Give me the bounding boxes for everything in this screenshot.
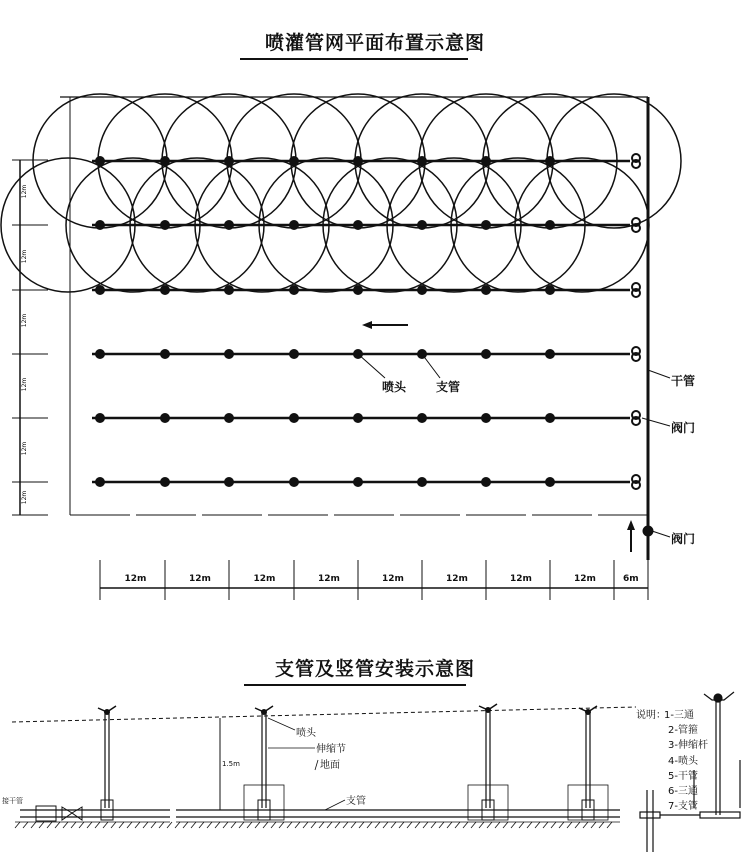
row-dim-label: 12m xyxy=(21,377,29,392)
ground-hatch-mark xyxy=(391,822,396,828)
ground-hatch-mark xyxy=(39,822,44,828)
sprinkler-head-hub xyxy=(586,710,591,715)
ground-hatch-mark xyxy=(127,822,132,828)
nozzle xyxy=(95,413,105,423)
nozzle xyxy=(224,413,234,423)
nozzle xyxy=(417,413,427,423)
nozzle xyxy=(545,477,555,487)
sprinkler-head-hub xyxy=(105,710,110,715)
ground-hatch-mark xyxy=(527,822,532,828)
col-dim-label: 12m xyxy=(318,574,340,584)
ground-hatch-mark xyxy=(335,822,340,828)
ground-hatch-mark xyxy=(543,822,548,828)
ground-hatch-mark xyxy=(407,822,412,828)
ground-hatch-mark xyxy=(351,822,356,828)
ground-hatch-mark xyxy=(175,822,180,828)
lateral-lines xyxy=(92,161,630,482)
ground-hatch-mark xyxy=(591,822,596,828)
legend-item: 5-干管 xyxy=(668,770,698,782)
leader-nozzle xyxy=(358,354,385,378)
leader-ground xyxy=(315,760,318,770)
nozzle xyxy=(353,413,363,423)
ground-hatch-mark xyxy=(319,822,324,828)
nozzle xyxy=(160,477,170,487)
ground-hatch-mark xyxy=(87,822,92,828)
ground-hatch-mark xyxy=(431,822,436,828)
install-title-underline xyxy=(244,684,466,686)
nozzle xyxy=(224,156,234,166)
nozzle xyxy=(160,156,170,166)
ground-hatch-mark xyxy=(495,822,500,828)
leader-valve1 xyxy=(642,418,670,426)
nozzle xyxy=(353,477,363,487)
leader-branch-pipe xyxy=(325,800,345,810)
nozzle xyxy=(417,156,427,166)
ground-hatch-mark xyxy=(463,822,468,828)
label-main-pipe: 接干管 xyxy=(2,797,23,805)
ground-hatch-mark xyxy=(455,822,460,828)
label-branch: 支管 xyxy=(436,380,461,394)
label-valve-1: 阀门 xyxy=(671,421,696,435)
flow-arrow-head xyxy=(362,321,372,329)
plan-diagram xyxy=(1,94,681,600)
nozzle xyxy=(224,285,234,295)
row-dim-label: 12m xyxy=(21,490,29,504)
inlet-fitting xyxy=(36,806,56,821)
nozzle xyxy=(481,413,491,423)
nozzle xyxy=(545,285,555,295)
nozzle xyxy=(289,413,299,423)
nozzle xyxy=(95,220,105,230)
leader-valve2 xyxy=(652,531,670,537)
nozzle xyxy=(95,285,105,295)
ground-hatch-mark xyxy=(231,822,236,828)
col-dim-label: 12m xyxy=(510,574,532,584)
col-dim-label: 12m xyxy=(124,574,147,584)
nozzle xyxy=(353,220,363,230)
nozzle xyxy=(224,220,234,230)
row-dim-label: 12m xyxy=(21,249,29,263)
ground-hatch-mark xyxy=(327,822,332,828)
inlet-valve xyxy=(62,807,72,820)
install-diagram xyxy=(12,692,740,852)
plan-title: 喷灌管网平面布置示意图 xyxy=(264,32,485,54)
label-ground: 地面 xyxy=(320,760,340,771)
nozzle xyxy=(353,156,363,166)
ground-hatch-mark xyxy=(199,822,204,828)
ground-hatch-mark xyxy=(279,822,284,828)
install-title: 支管及竖管安装示意图 xyxy=(274,658,475,680)
nozzle xyxy=(481,220,491,230)
ground-hatch-mark xyxy=(375,822,380,828)
label-height: 1.5m xyxy=(222,760,240,768)
ground-hatch-mark xyxy=(479,822,484,828)
ground-hatch-mark xyxy=(159,822,164,828)
nozzle xyxy=(289,477,299,487)
ground-hatch-mark xyxy=(471,822,476,828)
coverage-circles xyxy=(1,94,681,292)
ground-hatch-mark xyxy=(55,822,60,828)
col-dim-label: 12m xyxy=(382,574,404,584)
ground-hatch-mark xyxy=(287,822,292,828)
ground-hatch-mark xyxy=(383,822,388,828)
nozzle xyxy=(160,413,170,423)
ground-hatch-mark xyxy=(583,822,588,828)
nozzle xyxy=(545,220,555,230)
sprinkler-head-hub xyxy=(262,710,267,715)
nozzle xyxy=(160,349,170,359)
leader-branch xyxy=(422,354,440,378)
valves xyxy=(632,154,640,489)
ground-hatch-mark xyxy=(567,822,572,828)
nozzle xyxy=(417,477,427,487)
nozzle xyxy=(289,220,299,230)
ground-hatch-mark xyxy=(359,822,364,828)
col-dim-label: 6m xyxy=(623,574,639,584)
leader-install-nozzle xyxy=(268,718,295,730)
ground-hatch-mark xyxy=(111,822,116,828)
nozzle xyxy=(481,349,491,359)
ground-hatch-mark xyxy=(575,822,580,828)
row-dim-label: 12m xyxy=(21,441,29,456)
ground-hatch-mark xyxy=(135,822,140,828)
legend-item: 6-三通 xyxy=(668,786,698,797)
main-valve xyxy=(643,526,653,536)
ground-hatch-mark xyxy=(79,822,84,828)
ground-hatch-mark xyxy=(143,822,148,828)
ground-hatch-mark xyxy=(271,822,276,828)
ground-hatch-mark xyxy=(503,822,508,828)
ground-hatch xyxy=(15,822,620,828)
ground-hatch-mark xyxy=(367,822,372,828)
ground-hatch-mark xyxy=(247,822,252,828)
nozzle xyxy=(224,349,234,359)
ground-hatch-mark xyxy=(439,822,444,828)
row-dim-label: 12m xyxy=(21,184,29,198)
ground-hatch-mark xyxy=(239,822,244,828)
ground-hatch-mark xyxy=(295,822,300,828)
legend-item: 3-伸缩杆 xyxy=(668,740,708,752)
ground-hatch-mark xyxy=(151,822,156,828)
nozzle xyxy=(481,156,491,166)
ground-hatch-mark xyxy=(343,822,348,828)
label-valve-2: 阀门 xyxy=(671,532,696,546)
ground-hatch-mark xyxy=(223,822,228,828)
nozzle xyxy=(545,349,555,359)
legend-item: 2-管箍 xyxy=(668,725,698,737)
row-dim-label: 12m xyxy=(21,313,29,328)
valve-box xyxy=(468,785,508,820)
col-dim-label: 12m xyxy=(574,574,596,584)
nozzle xyxy=(481,285,491,295)
nozzle xyxy=(95,349,105,359)
sprinkler-head-hub xyxy=(486,708,491,713)
nozzle xyxy=(417,285,427,295)
ground-hatch-mark xyxy=(63,822,68,828)
label-branch-pipe: 支管 xyxy=(346,796,366,807)
ground-hatch-mark xyxy=(119,822,124,828)
ground-hatch-mark xyxy=(607,822,612,828)
ground-hatch-mark xyxy=(519,822,524,828)
nozzle xyxy=(289,156,299,166)
nozzles xyxy=(95,156,555,487)
ground-hatch-mark xyxy=(103,822,108,828)
nozzle xyxy=(545,413,555,423)
ground-hatch-mark xyxy=(167,822,172,828)
flow-arrow-main-head xyxy=(627,520,635,530)
col-dim-label: 12m xyxy=(253,574,276,584)
nozzle xyxy=(417,220,427,230)
ground-hatch-mark xyxy=(399,822,404,828)
nozzle xyxy=(289,349,299,359)
label-expansion: 伸缩节 xyxy=(316,744,346,755)
legend-item: 7-支管 xyxy=(668,801,698,813)
ground-hatch-mark xyxy=(183,822,188,828)
legend-item: 1-三通 xyxy=(664,710,694,721)
nozzle xyxy=(353,285,363,295)
ground-hatch-mark xyxy=(447,822,452,828)
ground-hatch-mark xyxy=(263,822,268,828)
ground-hatch-mark xyxy=(511,822,516,828)
nozzle xyxy=(289,285,299,295)
valve-box xyxy=(244,785,284,820)
nozzle xyxy=(95,477,105,487)
ground-hatch-mark xyxy=(23,822,28,828)
ground-hatch-mark xyxy=(47,822,52,828)
inlet-valve-2 xyxy=(72,807,82,820)
ground-hatch-mark xyxy=(303,822,308,828)
ground-hatch-mark xyxy=(599,822,604,828)
ground-hatch-mark xyxy=(559,822,564,828)
nozzle xyxy=(160,220,170,230)
ground-hatch-mark xyxy=(415,822,420,828)
ground-hatch-mark xyxy=(207,822,212,828)
ground-hatch-mark xyxy=(31,822,36,828)
nozzle xyxy=(481,477,491,487)
nozzle xyxy=(224,477,234,487)
label-nozzle: 喷头 xyxy=(382,380,407,394)
nozzle xyxy=(545,156,555,166)
ground-hatch-mark xyxy=(71,822,76,828)
ground-hatch-mark xyxy=(311,822,316,828)
col-dim-label: 12m xyxy=(446,574,468,584)
valve-box xyxy=(568,785,608,820)
ground-hatch-mark xyxy=(15,822,20,828)
ground-hatch-mark xyxy=(215,822,220,828)
ground-hatch-mark xyxy=(255,822,260,828)
nozzle xyxy=(95,156,105,166)
label-main: 干管 xyxy=(671,374,696,388)
leader-main xyxy=(648,370,670,378)
nozzle xyxy=(160,285,170,295)
ground-hatch-mark xyxy=(95,822,100,828)
ground-hatch-mark xyxy=(551,822,556,828)
legend-item: 4-喷头 xyxy=(668,755,698,767)
legend-title: 说明： xyxy=(636,710,666,721)
col-dim-label: 12m xyxy=(189,574,211,584)
ground-hatch-mark xyxy=(191,822,196,828)
ground-hatch-mark xyxy=(423,822,428,828)
label-install-nozzle: 喷头 xyxy=(296,728,316,739)
ground-hatch-mark xyxy=(487,822,492,828)
ground-hatch-mark xyxy=(535,822,540,828)
row-dim-ticks xyxy=(12,160,48,515)
col-dim-ticks xyxy=(100,560,648,600)
